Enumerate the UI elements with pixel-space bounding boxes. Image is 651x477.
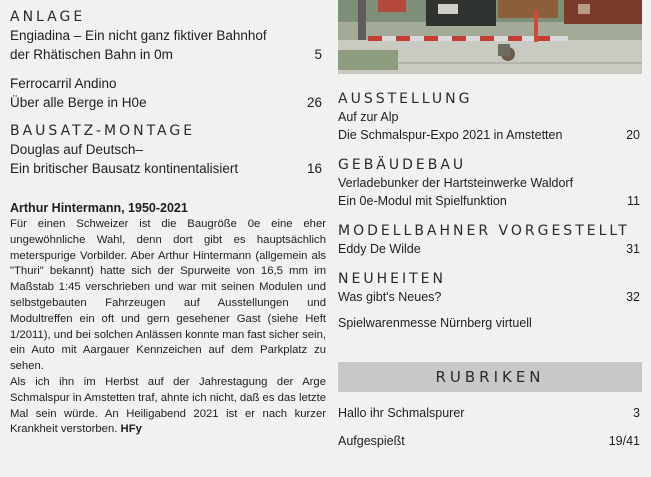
entry-title: Verladebunker der Hartsteinwerke Waldorf: [338, 176, 574, 190]
page-number: 32: [626, 290, 640, 304]
entry-title: Was gibt's Neues?: [338, 290, 442, 304]
entry-title: Spielwarenmesse Nürnberg virtuell: [338, 316, 532, 330]
toc-entry-spielwarenmesse[interactable]: [338, 314, 642, 332]
toc-entry-zur-alp[interactable]: [338, 108, 642, 144]
obituary-title: Arthur Hintermann, 1950-2021: [10, 201, 188, 215]
toc-entry-hallo[interactable]: [338, 404, 642, 422]
section-heading: AUSSTELLUNG: [338, 91, 473, 107]
toc-entry-eddy[interactable]: [338, 240, 642, 258]
section-heading: MODELLBAHNER VORGESTELLT: [338, 223, 630, 239]
page-number: 5: [314, 47, 322, 62]
section-heading: BAUSATZ-MONTAGE: [10, 123, 196, 139]
entry-subtitle: der Rhätischen Bahn in 0m: [10, 47, 173, 62]
entry-title: Ferrocarril Andino: [10, 76, 117, 91]
section-heading: NEUHEITEN: [338, 271, 446, 287]
entry-subtitle: Ein britischer Bausatz kontinentalisiert: [10, 161, 239, 176]
obituary-paragraph-1: Für einen Schweizer ist die Baugröße 0e eine eher ungewöhnliche Wahl, denn dort gibt es hauptsächlich meterspurige Vorbilder. Aber Arthur Hintermann (allgemein als "Thuri" bekannt) hatte sich der Spurweite von 16,5 mm im Maßstab 1:45 verschrieben und war mit seinen Modulen und selbstgebauten Fahrzeugen auf Ausstellungen und Modultreffen ein oft und gern gesehener Gast (siehe Heft 1/2011), und bei solchen Anlässen konnte man fast sicher sein, ein Auto mit Aargauer Kennzeichen auf dem Parkplatz zu sehen.: [10, 218, 326, 373]
entry-subtitle: Die Schmalspur-Expo 2021 in Amstetten: [338, 128, 563, 142]
toc-entry-verladebunker[interactable]: [338, 174, 642, 210]
entry-title: Douglas auf Deutsch–: [10, 142, 143, 157]
section-heading: GEBÄUDEBAU: [338, 157, 467, 173]
entry-title: Auf zur Alp: [338, 110, 399, 124]
entry-title: Hallo ihr Schmalspurer: [338, 406, 465, 420]
section-ausstellung: [338, 90, 642, 144]
section-modellbahner: [338, 222, 642, 258]
toc-entry-aufgespiesst[interactable]: [338, 432, 642, 450]
entry-subtitle: Ein 0e-Modul mit Spielfunktion: [338, 194, 507, 208]
entry-title: Engiadina – Ein nicht ganz fiktiver Bahnhof: [10, 28, 267, 43]
page-number: 19/41: [608, 434, 640, 448]
railway-photo: [338, 0, 642, 74]
obituary-paragraph-2: [10, 375, 326, 438]
obituary-paragraph-2-text: Als ich ihn im Herbst auf der Jahrestagung der Arge Schmalspur in Amstetten traf, ahnte ich nicht, daß es das letzte Mal sein würde. An Heiligabend 2021 ist er nach kurzer Krankheit verstorben.: [10, 375, 326, 436]
section-bausatz: [10, 122, 326, 178]
left-column: [10, 0, 326, 438]
entry-title: Aufgespießt: [338, 434, 405, 448]
section-gebaeudebau: [338, 156, 642, 210]
page-number: 31: [626, 242, 640, 256]
page-number: 16: [306, 161, 322, 176]
toc-entry-neues[interactable]: [338, 288, 642, 306]
section-neuheiten: [338, 270, 642, 332]
toc-entry-douglas[interactable]: [10, 140, 326, 178]
section-heading: ANLAGE: [10, 9, 86, 25]
page-number: 26: [306, 95, 322, 110]
page-number: 20: [626, 128, 640, 142]
section-anlage: [10, 8, 326, 112]
page-number: 3: [633, 406, 640, 420]
toc-entry-ferrocarril[interactable]: [10, 74, 326, 112]
obituary-signature: HFy: [120, 423, 142, 436]
obituary-text: [10, 217, 326, 438]
entry-subtitle: Über alle Berge in H0e: [10, 95, 147, 110]
toc-entry-engiadina[interactable]: [10, 26, 326, 64]
entry-title: Eddy De Wilde: [338, 242, 421, 256]
railway-photo-illustration: [338, 0, 642, 74]
rubriken-heading: RUBRIKEN: [435, 368, 545, 386]
page-number: 11: [627, 194, 640, 208]
rubriken-bar: [338, 362, 642, 392]
right-column: [338, 0, 642, 450]
